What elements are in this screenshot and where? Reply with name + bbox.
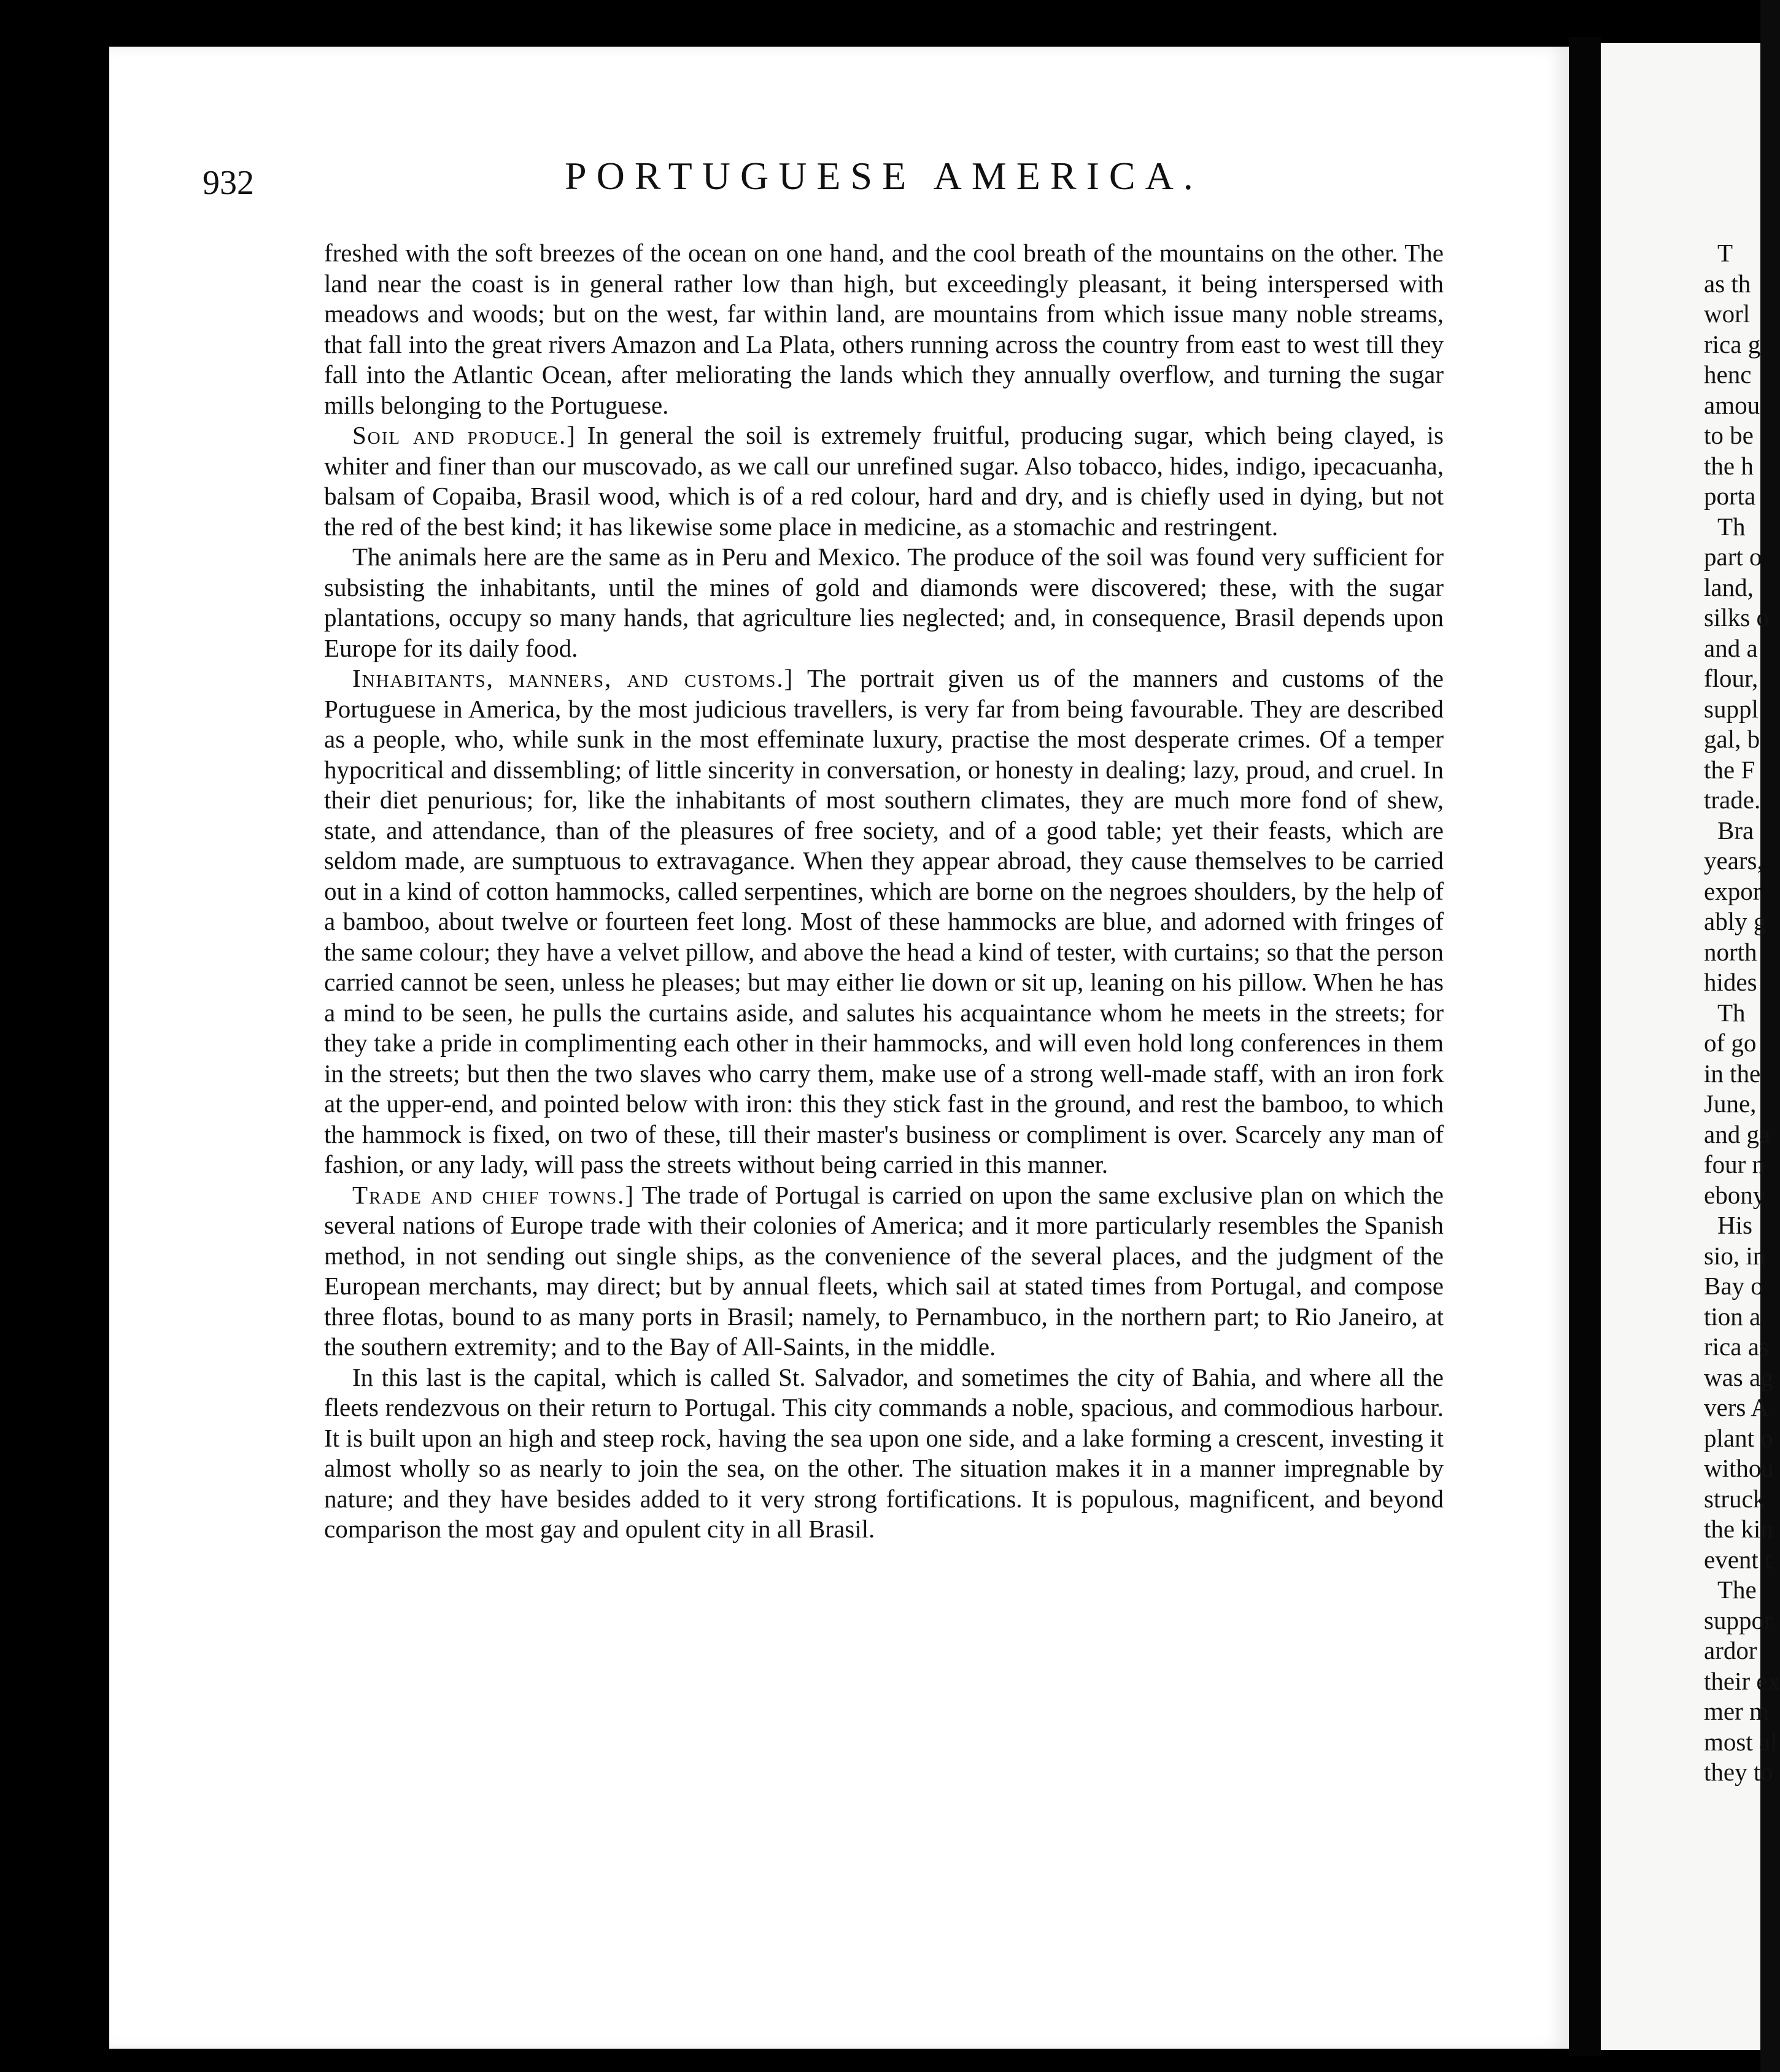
section-heading: Soil and produce.]	[352, 421, 576, 449]
paragraph-text: The animals here are the same as in Peru and Mexico. The produce of the soil was found very sufficient for subsisting the inhabitants, until the mines of gold and diamonds were discovered; these, with the sugar plantations, occupy so many hands, that agriculture lies neglected; and, in consequence, Brasil depends upon Europe for its daily food.	[324, 543, 1444, 662]
paragraph-capital	[324, 1363, 1444, 1545]
right-page-line: worl	[1704, 300, 1751, 328]
right-page-line: Th	[1717, 512, 1746, 541]
paragraph-soil	[324, 420, 1444, 542]
paragraph-text: The trade of Portugal is carried on upon the same exclusive plan on which the several nations of Europe trade with their colonies of America; and it more particularly resembles the Spanish method, in not sending out single ships, as the convenience of the several places, and the judgment of the European merchants, may direct; but by annual fleets, which sail at stated times from Portugal, and compose three flotas, bound to as many ports in Brasil; namely, to Pernambuco, in the northern part; to Rio Janeiro, at the southern extremity; and to the Bay of All-Saints, in the middle.	[324, 1180, 1444, 1361]
right-page-line: as th	[1704, 269, 1751, 298]
right-page-line: expor	[1704, 876, 1762, 905]
section-heading: Trade and chief towns.]	[352, 1180, 635, 1209]
paragraph-inhabitants	[324, 663, 1444, 1180]
right-page-line: struck	[1704, 1484, 1766, 1513]
right-page-line: His	[1717, 1211, 1752, 1239]
right-page-line: tion a	[1704, 1302, 1761, 1331]
right-page-line: most al	[1704, 1727, 1778, 1756]
right-page-line: north	[1704, 937, 1757, 966]
right-page-line: land,	[1704, 573, 1754, 601]
paragraph-text: The portrait given us of the manners and customs of the Portuguese in America, by the most judicious travellers, is very far from being favourable. They are described as a people, who, while sunk in the most effeminate luxury, practise the most desperate crimes. Of a temper hypocritical and dissembling; of little sincerity in conversation, or honesty in dealing; lazy, proud, and cruel. In their diet penurious; for, like the inhabitants of most southern climates, they are much more fond of shew, state, and attendance, than of the pleasures of free society, and of a good table; yet their feasts, which are seldom made, are sumptuous to extravagance. When they appear abroad, they cause themselves to be carried out in a kind of cotton hammocks, called serpentines, which are borne on the negroes shoulders, by the help of a bamboo, about twelve or fourteen feet long. Most of these hammocks are blue, and adorned with fringes of the same colour; they have a velvet pillow, and above the head a kind of tester, with curtains; so that the person carried cannot be seen, unless he pleases; but may either lie down or sit up, leaning on his pillow. When he has a mind to be seen, he pulls the curtains aside, and salutes his acquaintance whom he meets in the streets; for they take a pride in complimenting each other in their hammocks, and will even hold long conferences in them in the streets; but then the two slaves who carry them, make use of a strong well-made staff, with an iron fork at the upper-end, and pointed below with iron: this they stick fast in the ground, and rest the bamboo, to which the hammock is fixed, on two of these, till their master's business or compliment is over. Scarcely any man of fashion, or any lady, will pass the streets without being carried in this manner.	[324, 664, 1444, 1178]
running-head: PORTUGUESE AMERICA.	[565, 154, 1203, 198]
section-heading: Inhabitants, manners, and customs.]	[352, 664, 794, 692]
right-page-line: rica g	[1704, 330, 1761, 358]
right-page-line: in the	[1704, 1059, 1761, 1088]
right-page-line: the h	[1704, 451, 1754, 480]
right-page-line: suppl	[1704, 694, 1759, 723]
right-page-line: their ex	[1704, 1666, 1780, 1695]
right-page-line: amou	[1704, 390, 1760, 419]
right-page-line: vers A	[1704, 1393, 1769, 1421]
right-page-line: was ag	[1704, 1363, 1773, 1391]
right-page-line: rica as	[1704, 1332, 1769, 1361]
right-page-line: and a	[1704, 633, 1758, 662]
right-page-line: the F	[1704, 755, 1755, 784]
right-page-line: ebony	[1704, 1180, 1766, 1209]
page-header	[203, 140, 1455, 220]
right-page-line: four n	[1704, 1150, 1765, 1178]
paragraph-animals	[324, 542, 1444, 663]
body-text	[324, 238, 1444, 1545]
right-page-line: of go	[1704, 1029, 1757, 1057]
right-page-line: Bra	[1717, 816, 1754, 845]
right-page-line: trade.	[1704, 786, 1761, 814]
right-page-line: suppor	[1704, 1606, 1773, 1634]
right-page-line: silks o	[1704, 603, 1769, 632]
right-page-line: part o	[1704, 543, 1762, 571]
right-page-line: mer m	[1704, 1697, 1769, 1725]
right-page-line: T	[1717, 239, 1733, 267]
paragraph-trade	[324, 1180, 1444, 1363]
right-page-line: the kin	[1704, 1515, 1773, 1543]
paragraph-climate	[324, 238, 1444, 420]
right-page-line: hides	[1704, 968, 1757, 996]
right-page-line: and ga	[1704, 1119, 1771, 1148]
right-page-line: ardor	[1704, 1636, 1757, 1664]
right-page-line: plant o	[1704, 1423, 1773, 1452]
paragraph-text: In general the soil is extremely fruitful, producing sugar, which being clayed, is whiter and finer than our muscovado, as we call our unrefined sugar. Also tobacco, hides, indigo, ipecacuanha, balsam of Copaiba, Brasil wood, which is of a red colour, hard and dry, and is chiefly used in dying, but not the red of the best kind; it has likewise some place in medicine, as a stomachic and restringent.	[324, 421, 1444, 541]
right-page-line: to be	[1704, 421, 1754, 449]
right-page-line: withou	[1704, 1454, 1774, 1482]
paragraph-text: freshed with the soft breezes of the ocean on one hand, and the cool breath of the mountains on the other. The land near the coast is in general rather low than high, but exceedingly pleasant, it being interspersed with meadows and woods; but on the west, far within land, are mountains from which issue many noble streams, that fall into the great rivers Amazon and La Plata, others running across the country from east to west till they fall into the Atlantic Ocean, after meliorating the lands which they annually overflow, and turning the sugar mills belonging to the Portuguese.	[324, 239, 1444, 419]
right-page-line: gal, b	[1704, 725, 1760, 753]
right-page-line: they to	[1704, 1758, 1773, 1786]
right-page-line: event t	[1704, 1545, 1772, 1574]
right-page-line: The	[1717, 1575, 1757, 1604]
right-page-line: sio, in	[1704, 1241, 1766, 1270]
right-page-line: henc	[1704, 360, 1752, 388]
book-gutter	[1569, 37, 1601, 2056]
paragraph-text: In this last is the capital, which is called St. Salvador, and sometimes the city of Bahia, and where all the fleets rendezvous on their return to Portugal. This city commands a noble, spacious, and commodious harbour. It is built upon an high and steep rock, having the sea upon one side, and a lake forming a crescent, investing it almost wholly so as nearly to join the sea, on the other. The situation makes it in a manner impregnable by nature; and they have besides added to it very strong fortifications. It is populous, magnificent, and beyond comparison the most gay and opulent city in all Brasil.	[324, 1363, 1444, 1543]
page-number: 932	[203, 164, 254, 202]
right-page-line: years,	[1704, 846, 1763, 875]
right-page-line: Bay o	[1704, 1272, 1763, 1300]
right-page-line: flour,	[1704, 664, 1759, 692]
right-page-line: porta	[1704, 482, 1756, 510]
right-page-line: June,	[1704, 1089, 1757, 1118]
right-page-line: Th	[1717, 998, 1746, 1027]
right-page-line: ably g	[1704, 907, 1766, 935]
right-page-text-fragments	[1704, 238, 1780, 1788]
